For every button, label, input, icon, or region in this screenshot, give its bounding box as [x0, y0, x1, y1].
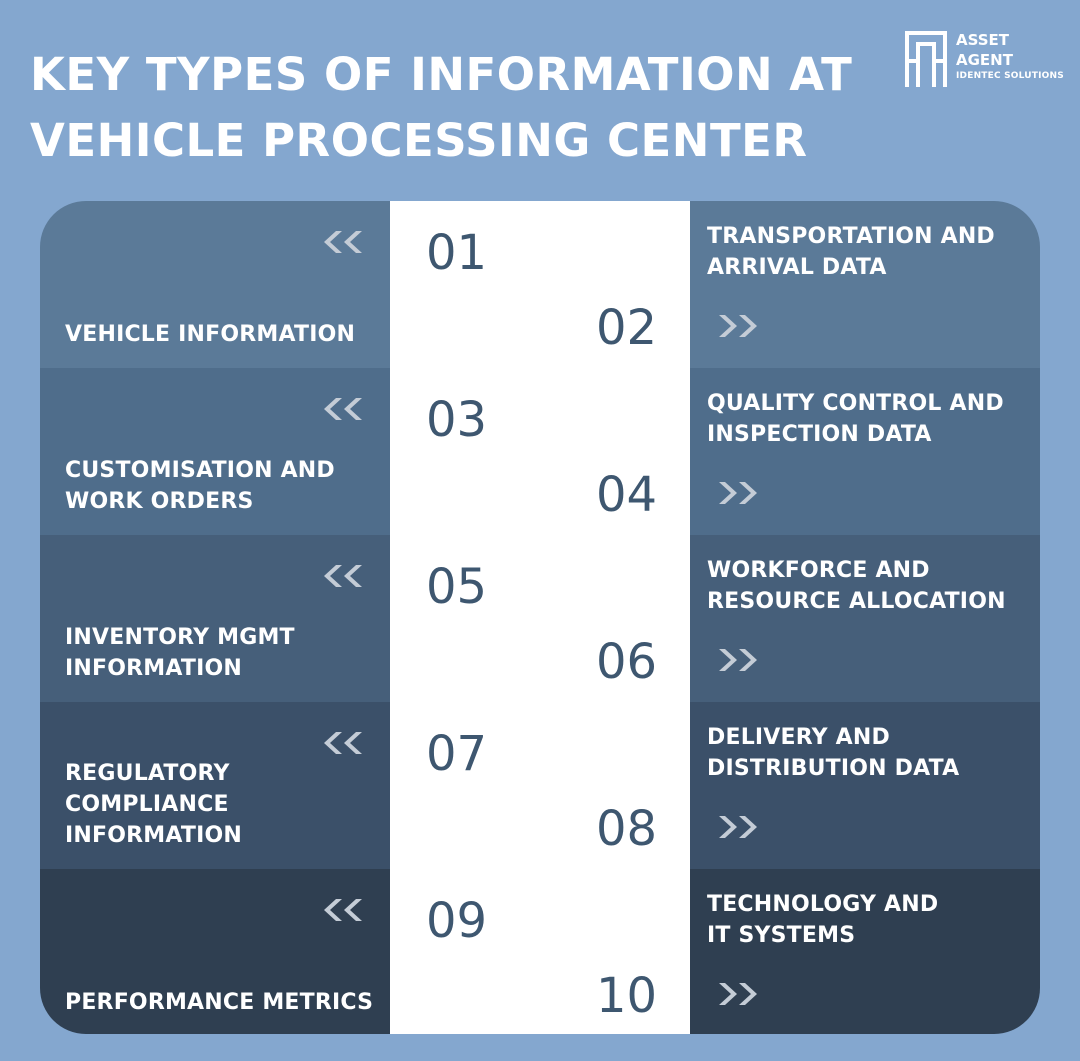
asset-agent-logo-icon [905, 31, 947, 89]
double-chevron-left-icon [320, 897, 366, 923]
info-row [40, 368, 1040, 535]
info-row [40, 869, 1040, 1034]
item-number: 09 [426, 893, 488, 949]
left-cell [40, 201, 390, 368]
left-cell [40, 368, 390, 535]
info-row [40, 535, 1040, 702]
double-chevron-right-icon [715, 313, 761, 339]
logo-wordmark [956, 30, 1064, 82]
left-cell [40, 869, 390, 1034]
left-cell [40, 535, 390, 702]
left-label: PERFORMANCE METRICS [65, 990, 374, 1015]
info-row [40, 201, 1040, 368]
title-line-1: KEY TYPES OF INFORMATION AT [30, 48, 853, 101]
right-label: DELIVERY AND DISTRIBUTION DATA [707, 725, 960, 781]
item-number: 06 [596, 634, 658, 690]
double-chevron-left-icon [320, 730, 366, 756]
double-chevron-right-icon [715, 647, 761, 673]
left-label: VEHICLE INFORMATION [65, 322, 356, 347]
item-number: 01 [426, 225, 488, 281]
left-cell [40, 702, 390, 869]
item-number: 03 [426, 392, 488, 448]
item-number: 10 [596, 968, 658, 1024]
logo-line-3: IDENTEC SOLUTIONS [956, 71, 1064, 81]
item-number: 08 [596, 801, 658, 857]
left-label: INVENTORY MGMT INFORMATION [65, 625, 295, 681]
title-line-2: VEHICLE PROCESSING CENTER [30, 114, 808, 167]
right-label: WORKFORCE AND RESOURCE ALLOCATION [707, 558, 1006, 614]
double-chevron-left-icon [320, 563, 366, 589]
right-label: TECHNOLOGY AND IT SYSTEMS [707, 892, 939, 948]
info-panel [40, 201, 1040, 1034]
item-number: 05 [426, 559, 488, 615]
double-chevron-left-icon [320, 229, 366, 255]
logo-line-2: AGENT [956, 51, 1013, 69]
item-number: 07 [426, 726, 488, 782]
page-title [30, 42, 890, 174]
right-cell [690, 702, 1040, 869]
info-row [40, 702, 1040, 869]
logo-line-1: ASSET [956, 31, 1010, 49]
double-chevron-left-icon [320, 396, 366, 422]
right-cell [690, 535, 1040, 702]
double-chevron-right-icon [715, 981, 761, 1007]
brand-logo [905, 31, 1065, 91]
right-label: TRANSPORTATION AND ARRIVAL DATA [707, 224, 995, 280]
double-chevron-right-icon [715, 814, 761, 840]
left-label: REGULATORY COMPLIANCE INFORMATION [65, 761, 242, 848]
right-cell [690, 869, 1040, 1034]
item-number: 04 [596, 467, 658, 523]
double-chevron-right-icon [715, 480, 761, 506]
left-label: CUSTOMISATION AND WORK ORDERS [65, 458, 335, 514]
right-label: QUALITY CONTROL AND INSPECTION DATA [707, 391, 1004, 447]
right-cell [690, 368, 1040, 535]
right-cell [690, 201, 1040, 368]
item-number: 02 [596, 300, 658, 356]
